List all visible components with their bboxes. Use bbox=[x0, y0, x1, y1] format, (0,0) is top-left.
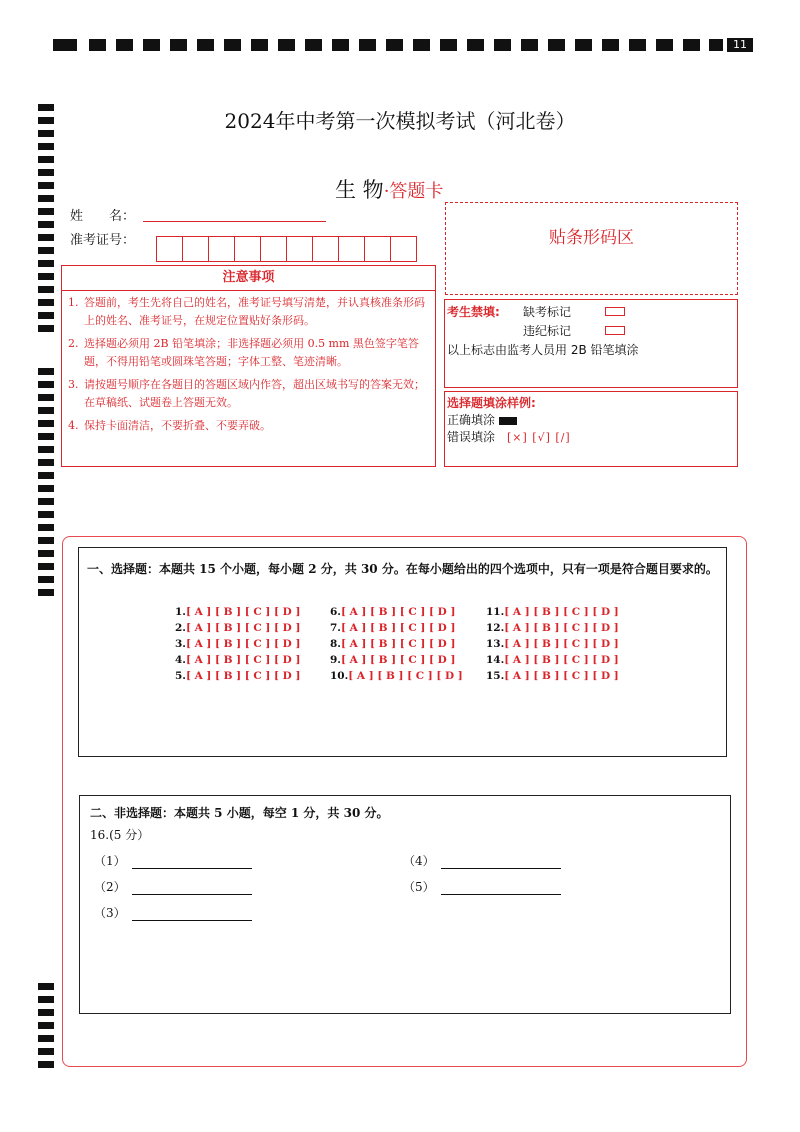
timing-mark bbox=[683, 39, 700, 51]
name-label: 姓 名： bbox=[70, 209, 136, 224]
answer-line[interactable] bbox=[441, 880, 561, 895]
timing-mark bbox=[38, 1035, 54, 1042]
timing-mark bbox=[38, 576, 54, 583]
timing-mark bbox=[332, 39, 349, 51]
answer-blank-3[interactable]: （3） bbox=[94, 904, 252, 921]
timing-mark bbox=[440, 39, 457, 51]
timing-mark bbox=[38, 156, 54, 163]
timing-mark bbox=[224, 39, 241, 51]
fill-sample-title: 选择题填涂样例: bbox=[447, 396, 536, 410]
timing-mark bbox=[38, 1022, 54, 1029]
timing-mark bbox=[38, 446, 54, 453]
notice-item bbox=[68, 417, 429, 435]
answer-line[interactable] bbox=[132, 854, 252, 869]
timing-mark bbox=[386, 39, 403, 51]
timing-mark bbox=[38, 1009, 54, 1016]
answer-options[interactable]: [ A ] [ B ] [ C ] [ D ] bbox=[504, 654, 619, 666]
timing-mark bbox=[494, 39, 511, 51]
exam-id-label: 准考证号： bbox=[70, 233, 136, 248]
notice-number: 2. bbox=[68, 337, 79, 350]
violation-mark-box[interactable] bbox=[605, 326, 625, 335]
timing-mark bbox=[38, 472, 54, 479]
notice-list bbox=[68, 294, 429, 440]
filled-box-icon bbox=[499, 417, 517, 425]
notice-item bbox=[68, 376, 429, 412]
timing-mark bbox=[38, 1061, 54, 1068]
timing-mark bbox=[521, 39, 538, 51]
notice-number: 4. bbox=[68, 419, 79, 432]
answer-row[interactable]: 4.[ A ] [ B ] [ C ] [ D ] bbox=[175, 654, 301, 666]
exam-title: 2024年中考第一次模拟考试（河北卷） bbox=[224, 109, 576, 133]
timing-mark bbox=[251, 39, 268, 51]
timing-mark bbox=[305, 39, 322, 51]
timing-mark bbox=[38, 498, 54, 505]
notice-text: 保持卡面清洁，不要折叠、不要弄破。 bbox=[84, 419, 271, 432]
answer-row[interactable]: 13.[ A ] [ B ] [ C ] [ D ] bbox=[486, 638, 619, 650]
timing-mark bbox=[38, 983, 54, 990]
exam-id-cell[interactable] bbox=[208, 236, 235, 262]
timing-mark bbox=[170, 39, 187, 51]
timing-mark bbox=[38, 420, 54, 427]
notice-text: 请按题号顺序在各题目的答题区域内作答，超出区域书写的答案无效；在草稿纸、试题卷上答题无效。 bbox=[84, 378, 425, 409]
timing-mark bbox=[38, 459, 54, 466]
exam-id-cell[interactable] bbox=[390, 236, 417, 262]
answer-options[interactable]: [ A ] [ B ] [ C ] [ D ] bbox=[185, 622, 301, 634]
timing-mark bbox=[38, 563, 54, 570]
exam-id-cell[interactable] bbox=[364, 236, 391, 262]
timing-mark bbox=[38, 524, 54, 531]
exam-id-cell[interactable] bbox=[182, 236, 209, 262]
timing-mark bbox=[413, 39, 430, 51]
answer-row[interactable]: 2.[ A ] [ B ] [ C ] [ D ] bbox=[175, 622, 301, 634]
timing-mark bbox=[38, 433, 54, 440]
timing-mark bbox=[38, 394, 54, 401]
notice-item bbox=[68, 335, 429, 371]
answer-options[interactable]: [ A ] [ B ] [ C ] [ D ] bbox=[340, 622, 456, 634]
fill-sample-box bbox=[444, 391, 738, 467]
timing-mark bbox=[38, 260, 54, 267]
timing-mark bbox=[656, 39, 673, 51]
answer-row[interactable]: 3.[ A ] [ B ] [ C ] [ D ] bbox=[175, 638, 301, 650]
page-number: 11 bbox=[727, 38, 753, 52]
timing-mark bbox=[602, 39, 619, 51]
answer-row[interactable]: 5.[ A ] [ B ] [ C ] [ D ] bbox=[175, 670, 301, 682]
exam-id-cell[interactable] bbox=[286, 236, 313, 262]
timing-mark bbox=[575, 39, 592, 51]
answer-options[interactable]: [ A ] [ B ] [ C ] [ D ] bbox=[348, 670, 463, 682]
examiner-only-box bbox=[444, 299, 738, 388]
answer-options[interactable]: [ A ] [ B ] [ C ] [ D ] bbox=[185, 606, 301, 618]
exam-id-cell[interactable] bbox=[260, 236, 287, 262]
answer-options[interactable]: [ A ] [ B ] [ C ] [ D ] bbox=[340, 654, 456, 666]
timing-mark bbox=[548, 39, 565, 51]
answer-row[interactable]: 10.[ A ] [ B ] [ C ] [ D ] bbox=[330, 670, 463, 682]
answer-options[interactable]: [ A ] [ B ] [ C ] [ D ] bbox=[504, 638, 619, 650]
wrong-fill-marks: [×] [√] [/] bbox=[507, 431, 571, 444]
timing-mark bbox=[38, 407, 54, 414]
correct-fill-label: 正确填涂 bbox=[447, 413, 496, 427]
answer-row[interactable]: 9.[ A ] [ B ] [ C ] [ D ] bbox=[330, 654, 456, 666]
timing-mark bbox=[38, 996, 54, 1003]
notice-number: 3. bbox=[68, 378, 79, 391]
timing-mark bbox=[38, 368, 54, 375]
answer-row[interactable]: 14.[ A ] [ B ] [ C ] [ D ] bbox=[486, 654, 619, 666]
answer-line[interactable] bbox=[132, 880, 252, 895]
multiple-choice-section bbox=[78, 547, 727, 757]
timing-mark bbox=[38, 381, 54, 388]
timing-mark bbox=[38, 537, 54, 544]
answer-row[interactable]: 7.[ A ] [ B ] [ C ] [ D ] bbox=[330, 622, 456, 634]
free-response-section bbox=[79, 795, 731, 1014]
subject-suffix: ·答题卡 bbox=[383, 181, 444, 202]
timing-mark bbox=[38, 195, 54, 202]
timing-mark bbox=[38, 286, 54, 293]
answer-line[interactable] bbox=[441, 854, 561, 869]
answer-column bbox=[175, 604, 300, 684]
answer-row[interactable]: 15.[ A ] [ B ] [ C ] [ D ] bbox=[486, 670, 619, 682]
answer-column bbox=[486, 604, 619, 684]
timing-mark bbox=[116, 39, 133, 51]
absent-mark-box[interactable] bbox=[605, 307, 625, 316]
timing-mark bbox=[38, 273, 54, 280]
timing-mark bbox=[467, 39, 484, 51]
answer-options[interactable]: [ A ] [ B ] [ C ] [ D ] bbox=[185, 638, 301, 650]
answer-options[interactable]: [ A ] [ B ] [ C ] [ D ] bbox=[340, 606, 456, 618]
exam-id-cell[interactable] bbox=[312, 236, 339, 262]
timing-mark bbox=[38, 1048, 54, 1055]
answer-line[interactable] bbox=[132, 906, 252, 921]
answer-options[interactable]: [ A ] [ B ] [ C ] [ D ] bbox=[185, 654, 301, 666]
subject-heading bbox=[335, 174, 443, 204]
answer-row[interactable]: 1.[ A ] [ B ] [ C ] [ D ] bbox=[175, 606, 301, 618]
answer-options[interactable]: [ A ] [ B ] [ C ] [ D ] bbox=[504, 622, 619, 634]
answer-row[interactable]: 6.[ A ] [ B ] [ C ] [ D ] bbox=[330, 606, 456, 618]
timing-mark bbox=[38, 550, 54, 557]
timing-mark bbox=[278, 39, 295, 51]
answer-row[interactable]: 11.[ A ] [ B ] [ C ] [ D ] bbox=[486, 606, 619, 618]
violation-mark-label: 违纪标记 bbox=[523, 324, 572, 338]
timing-mark bbox=[709, 39, 723, 51]
timing-mark bbox=[38, 589, 54, 596]
timing-mark bbox=[38, 299, 54, 306]
notice-heading: 注意事项 bbox=[62, 266, 435, 291]
answer-column bbox=[330, 604, 463, 684]
timing-mark bbox=[38, 221, 54, 228]
timing-mark bbox=[38, 182, 54, 189]
barcode-label: 贴条形码区 bbox=[549, 228, 634, 248]
notice-number: 1. bbox=[68, 296, 79, 309]
exam-id-cell[interactable] bbox=[156, 236, 183, 262]
notice-box bbox=[61, 265, 436, 467]
timing-mark bbox=[38, 485, 54, 492]
timing-mark bbox=[629, 39, 646, 51]
name-field[interactable] bbox=[143, 221, 326, 222]
timing-mark bbox=[38, 247, 54, 254]
answer-options[interactable]: [ A ] [ B ] [ C ] [ D ] bbox=[185, 670, 301, 682]
timing-mark bbox=[38, 234, 54, 241]
barcode-area bbox=[445, 202, 738, 295]
section2-heading: 二、非选择题：本题共 5 小题，每空 1 分，共 30 分。 bbox=[90, 806, 389, 820]
timing-mark bbox=[143, 39, 160, 51]
timing-mark bbox=[197, 39, 214, 51]
wrong-fill-label: 错误填涂 bbox=[447, 430, 496, 444]
timing-mark bbox=[89, 39, 106, 51]
question-16-label: 16.(5 分） bbox=[90, 828, 150, 842]
timing-mark bbox=[38, 208, 54, 215]
timing-mark bbox=[38, 169, 54, 176]
section1-heading: 一、选择题：本题共 15 个小题，每小题 2 分，共 30 分。在每小题给出的四个选项中，只有一项是符合题目要求的。 bbox=[87, 562, 718, 576]
wrong-fill-row bbox=[447, 428, 571, 445]
answer-blank-5[interactable]: （5） bbox=[403, 878, 561, 895]
timing-mark bbox=[53, 39, 77, 51]
exam-id-cell[interactable] bbox=[338, 236, 365, 262]
answer-blank-1[interactable]: （1） bbox=[94, 852, 252, 869]
timing-mark bbox=[359, 39, 376, 51]
examiner-only-title: 考生禁填: bbox=[447, 305, 500, 319]
answer-options[interactable]: [ A ] [ B ] [ C ] [ D ] bbox=[504, 606, 619, 618]
notice-text: 选择题必须用 2B 铅笔填涂；非选择题必须用 0.5 mm 黑色签字笔答题，不得用铅笔或圆珠笔答题；字体工整、笔迹清晰。 bbox=[84, 337, 419, 368]
answer-options[interactable]: [ A ] [ B ] [ C ] [ D ] bbox=[504, 670, 619, 682]
timing-mark bbox=[38, 312, 54, 319]
subject-name: 生 物 bbox=[335, 178, 384, 202]
notice-text: 答题前，考生先将自己的姓名，准考证号填写清楚，并认真核准条形码上的姓名、准考证号，在规定位置贴好条形码。 bbox=[84, 296, 425, 327]
answer-options[interactable]: [ A ] [ B ] [ C ] [ D ] bbox=[340, 638, 456, 650]
exam-id-cell[interactable] bbox=[234, 236, 261, 262]
notice-item bbox=[68, 294, 429, 330]
correct-fill-row bbox=[447, 411, 517, 428]
answer-blank-4[interactable]: （4） bbox=[403, 852, 561, 869]
answer-row[interactable]: 12.[ A ] [ B ] [ C ] [ D ] bbox=[486, 622, 619, 634]
timing-mark bbox=[38, 511, 54, 518]
examiner-note: 以上标志由监考人员用 2B 铅笔填涂 bbox=[447, 343, 639, 357]
answer-blank-2[interactable]: （2） bbox=[94, 878, 252, 895]
answer-row[interactable]: 8.[ A ] [ B ] [ C ] [ D ] bbox=[330, 638, 456, 650]
exam-id-cells[interactable] bbox=[157, 236, 417, 262]
absent-mark-label: 缺考标记 bbox=[523, 305, 572, 319]
timing-mark bbox=[38, 325, 54, 332]
timing-mark bbox=[38, 143, 54, 150]
